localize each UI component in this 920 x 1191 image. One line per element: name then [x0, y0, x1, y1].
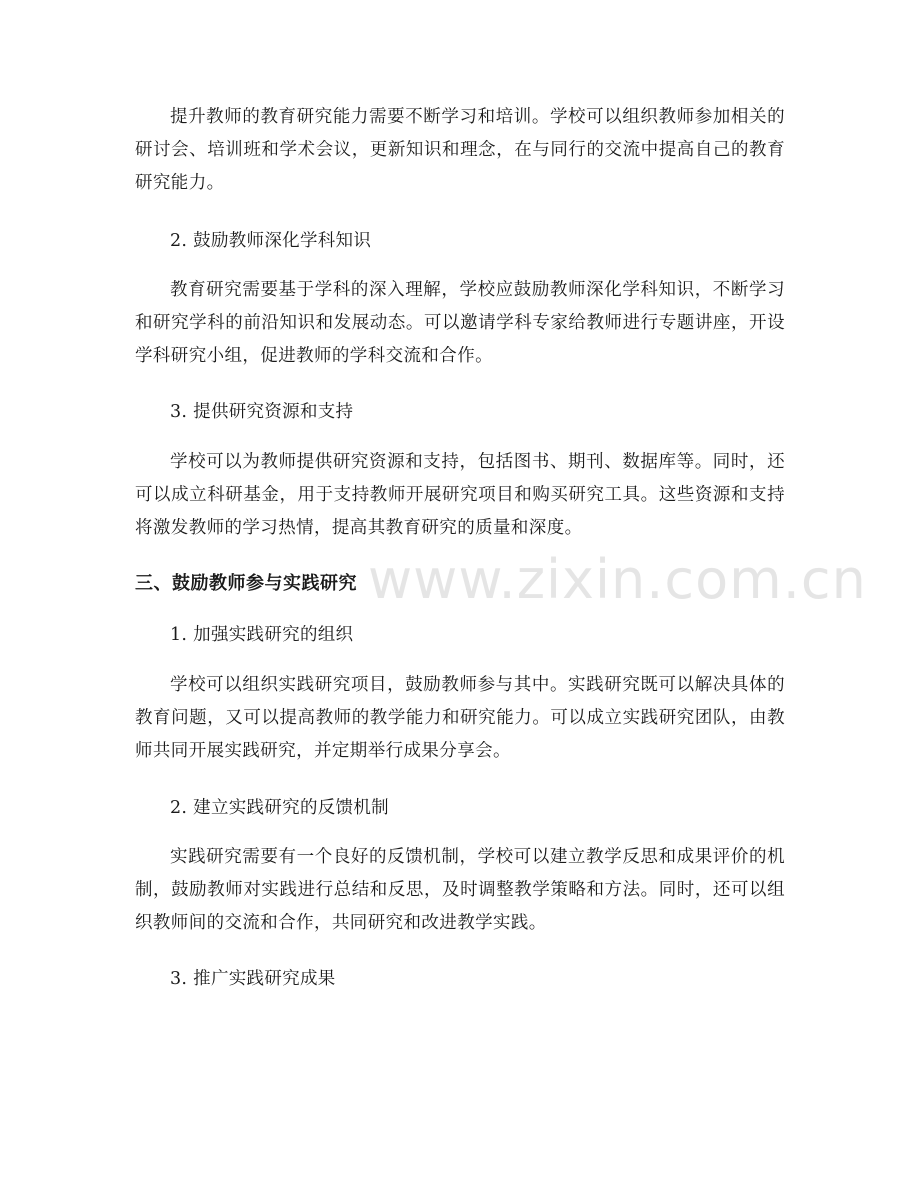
subheading-deepen-subject-knowledge: 2. 鼓励教师深化学科知识	[170, 231, 372, 251]
paragraph-practice-organization: 学校可以组织实践研究项目，鼓励教师参与其中。实践研究既可以解决具体的教育问题，又可以提高教师的教学能力和研究能力。可以成立实践研究团队，由教师共同开展实践研究，并定期举行成果分享会。	[135, 675, 785, 761]
subheading-strengthen-organization: 1. 加强实践研究的组织	[170, 625, 354, 645]
section-title-practice-research: 三、鼓励教师参与实践研究	[135, 573, 357, 594]
subheading-feedback-mechanism: 2. 建立实践研究的反馈机制	[170, 798, 389, 818]
paragraph-feedback-mechanism: 实践研究需要有一个良好的反馈机制，学校可以建立教学反思和成果评价的机制，鼓励教师对实践进行总结和反思，及时调整教学策略和方法。同时，还可以组织教师间的交流和合作，共同研究和改进教学实践。	[135, 847, 785, 933]
watermark: www.zixin.com.cn	[368, 548, 867, 611]
paragraph-research-resources: 学校可以为教师提供研究资源和支持，包括图书、期刊、数据库等。同时，还可以成立科研基金，用于支持教师开展研究项目和购买研究工具。这些资源和支持将激发教师的学习热情，提高其教育研究的质量和深度。	[135, 452, 785, 538]
subheading-promote-results: 3. 推广实践研究成果	[170, 969, 336, 989]
subheading-research-resources: 3. 提供研究资源和支持	[170, 402, 354, 422]
paragraph-training: 提升教师的教育研究能力需要不断学习和培训。学校可以组织教师参加相关的研讨会、培训班和学术会议，更新知识和理念，在与同行的交流中提高自己的教育研究能力。	[135, 107, 785, 193]
paragraph-subject-knowledge: 教育研究需要基于学科的深入理解，学校应鼓励教师深化学科知识，不断学习和研究学科的前沿知识和发展动态。可以邀请学科专家给教师进行专题讲座，开设学科研究小组，促进教师的学科交流和合作。	[135, 280, 785, 366]
